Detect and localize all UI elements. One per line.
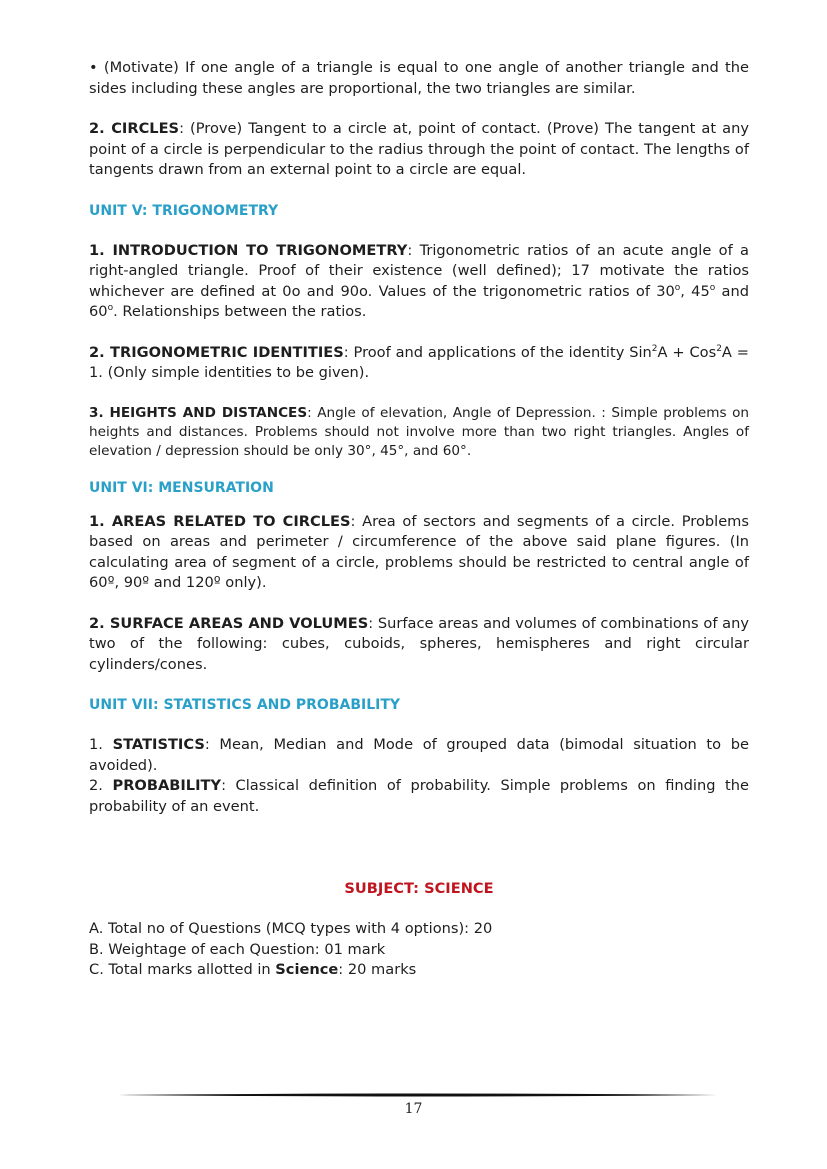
science-total-questions: A. Total no of Questions (MCQ types with 4 options): 20 xyxy=(89,920,493,937)
trig-identities-heading: 2. TRIGONOMETRIC IDENTITIES xyxy=(89,343,344,361)
heights-heading: 3. HEIGHTS AND DISTANCES xyxy=(89,404,308,421)
unit-5-heading: UNIT V: TRIGONOMETRY xyxy=(89,202,279,219)
circles-paragraph: 2. CIRCLES: (Prove) Tangent to a circle at, point of contact. (Prove) The tangent at any point of a circle is perpendicular to the radius through the point of contact. The lengths of tangents drawn from an external point to a circle are equal. xyxy=(89,120,749,178)
probability-heading: PROBABILITY xyxy=(112,777,222,794)
circles-heading: 2. CIRCLES xyxy=(89,120,180,137)
statistics-heading: STATISTICS xyxy=(112,736,205,753)
areas-paragraph: 1. AREAS RELATED TO CIRCLES: Area of sectors and segments of a circle. Problems based on areas and perimeter / circumference of the above said plane figures. (In calculating area of segment of a circle, problems should be restricted to central angle of 60º, 90º and 120º only). xyxy=(89,512,749,591)
subject-heading: SUBJECT: SCIENCE xyxy=(344,880,494,897)
unit-6-heading: UNIT VI: MENSURATION xyxy=(89,479,274,496)
trig-intro-paragraph: 1. INTRODUCTION TO TRIGONOMETRY: Trigonometric ratios of an acute angle of a right-angled triangle. Proof of their existence (well defined); 17 motivate the ratios whichever are defined at 0o and 90o. Values of the trigonometric ratios of 30$^o$, 45$^o$ and 60$^o$. Relationships between the ratios. xyxy=(89,241,749,320)
page-number: 17 xyxy=(404,1101,423,1117)
document-page xyxy=(89,58,749,981)
surface-paragraph: 2. SURFACE AREAS AND VOLUMES: Surface areas and volumes of combinations of any two of the following: cubes, cuboids, spheres, hemispheres and right circular cylinders/cones. xyxy=(89,614,750,673)
trig-intro-heading: 1. INTRODUCTION TO TRIGONOMETRY xyxy=(89,241,408,259)
heights-paragraph: 3. HEIGHTS AND DISTANCES: Angle of elevation, Angle of Depression. : Simple problems on heights and distances. Problems should not involve more than two right triangles. Angles of elevation / depression should be only 30°, 45°, and 60°. xyxy=(89,404,750,459)
science-weightage: B. Weightage of each Question: 01 mark xyxy=(89,940,386,958)
unit-7-heading: UNIT VII: STATISTICS AND PROBABILITY xyxy=(89,697,401,713)
footer-divider xyxy=(118,1092,718,1098)
areas-heading: 1. AREAS RELATED TO CIRCLES xyxy=(89,512,351,530)
similar-triangles-paragraph: • (Motivate) If one angle of a triangle is equal to one angle of another triangle and the sides including these angles are proportional, the two triangles are similar. xyxy=(89,59,749,97)
surface-heading: 2. SURFACE AREAS AND VOLUMES xyxy=(89,614,369,632)
statistics-paragraph: 1. STATISTICS: Mean, Median and Mode of grouped data (bimodal situation to be avoided). xyxy=(89,736,749,774)
trig-identities-paragraph: 2. TRIGONOMETRIC IDENTITIES: Proof and applications of the identity Sin$^2$A + Cos$^2$A = 1. (Only simple identities to be given). xyxy=(89,343,749,381)
probability-paragraph: 2. PROBABILITY: Classical definition of probability. Simple problems on finding the probability of an event. xyxy=(89,777,749,815)
science-total-marks: C. Total marks allotted in Science: 20 marks xyxy=(89,961,417,978)
